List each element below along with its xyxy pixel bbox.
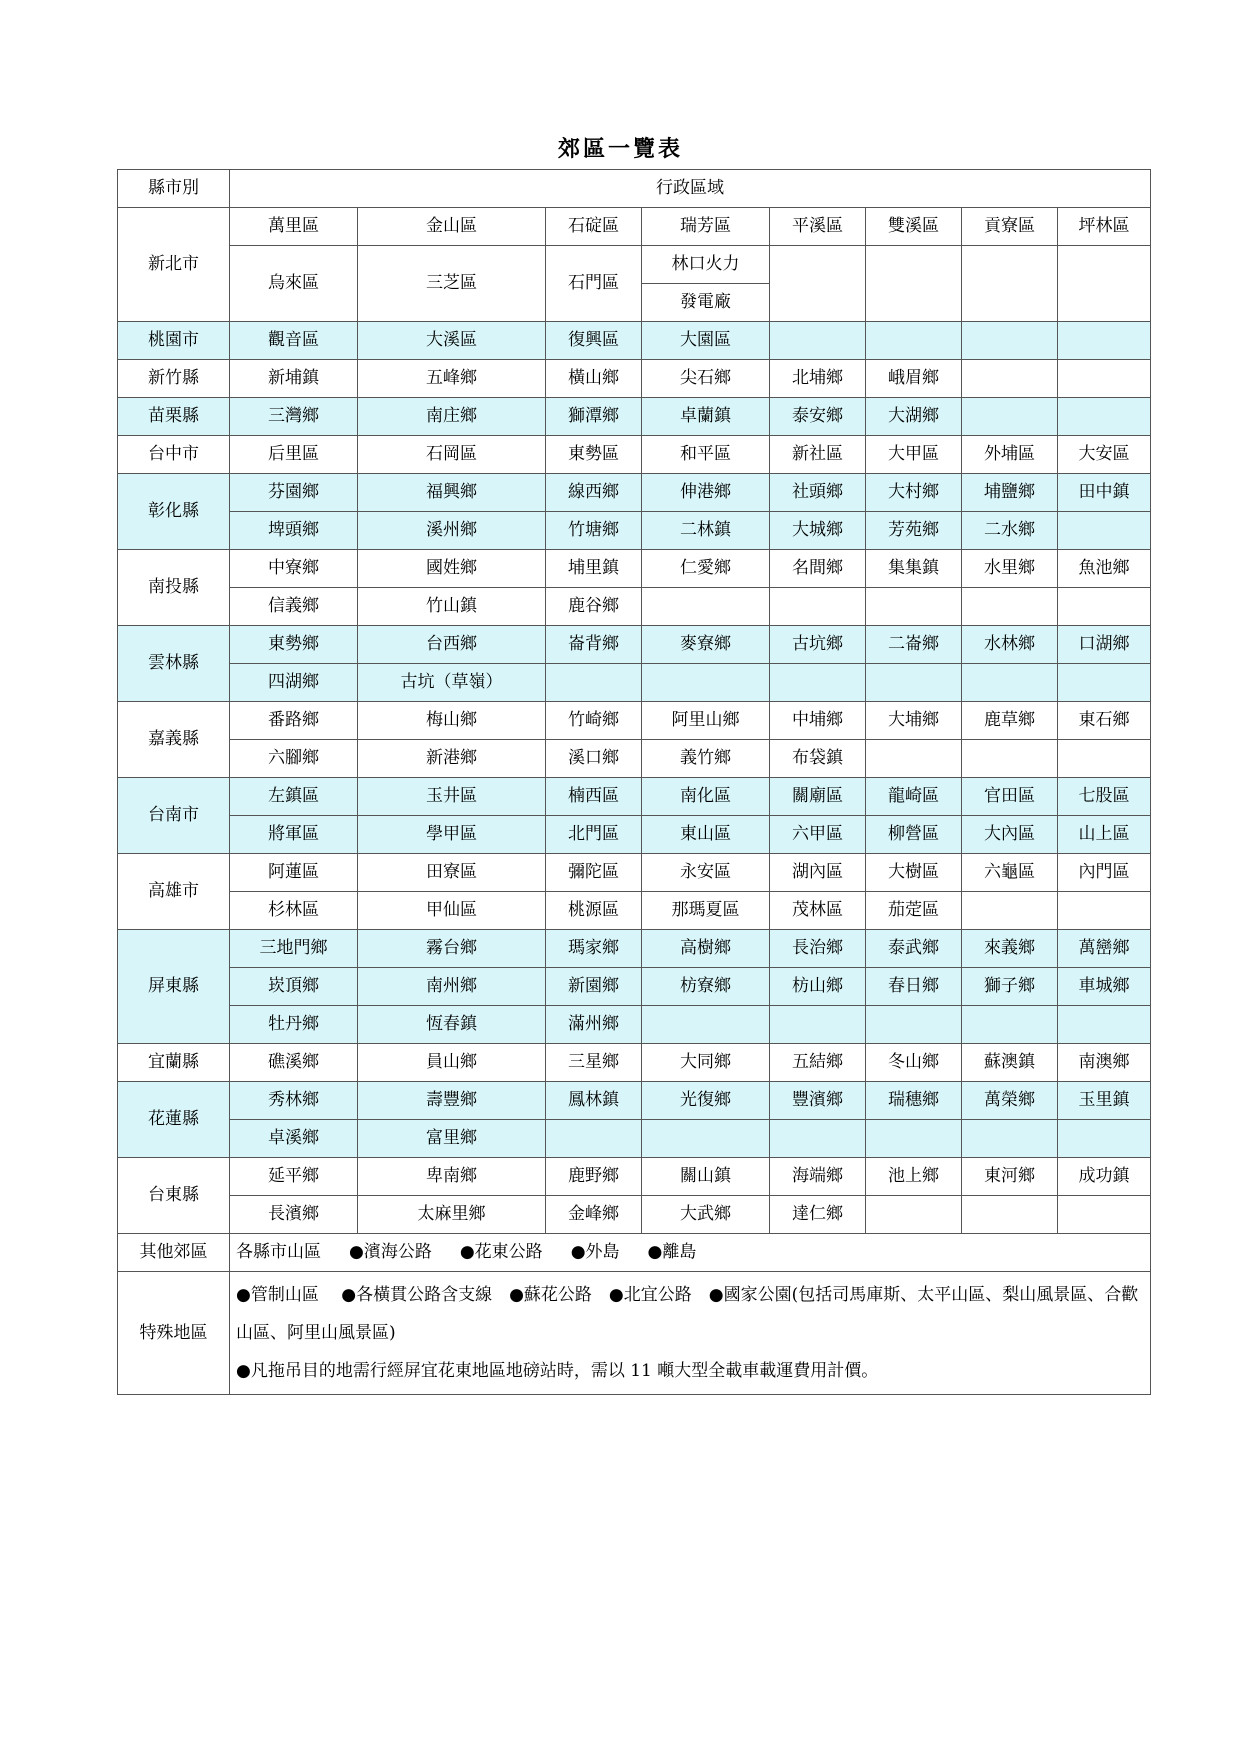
table-row [118, 474, 1151, 512]
district-cell: 南州鄉 [358, 968, 546, 1006]
district-cell: 阿蓮區 [230, 854, 358, 892]
district-cell: 竹山鎮 [358, 588, 546, 626]
district-cell: 彌陀區 [546, 854, 642, 892]
district-cell: 線西鄉 [546, 474, 642, 512]
district-cell [866, 1120, 962, 1158]
district-cell [546, 664, 642, 702]
district-cell: 卓溪鄉 [230, 1120, 358, 1158]
table-row [118, 1006, 1151, 1044]
district-cell: 新園鄉 [546, 968, 642, 1006]
district-cell: 麥寮鄉 [642, 626, 770, 664]
district-cell [1058, 246, 1151, 322]
district-cell [866, 322, 962, 360]
table-body [118, 170, 1151, 1395]
district-cell: 瑞穗鄉 [866, 1082, 962, 1120]
district-cell: 萬榮鄉 [962, 1082, 1058, 1120]
table-row [118, 664, 1151, 702]
district-cell: 大同鄉 [642, 1044, 770, 1082]
district-cell: 那瑪夏區 [642, 892, 770, 930]
district-cell: 五結鄉 [770, 1044, 866, 1082]
district-cell: 六腳鄉 [230, 740, 358, 778]
district-cell: 橫山鄉 [546, 360, 642, 398]
county-name: 嘉義縣 [118, 702, 230, 778]
district-cell: 后里區 [230, 436, 358, 474]
other-item: ●外島 [570, 1242, 620, 1263]
district-cell: 恆春鎮 [358, 1006, 546, 1044]
district-cell: 坪林區 [1058, 208, 1151, 246]
district-cell: 長濱鄉 [230, 1196, 358, 1234]
district-cell: 高樹鄉 [642, 930, 770, 968]
table-row [118, 626, 1151, 664]
district-cell: 南化區 [642, 778, 770, 816]
county-name: 花蓮縣 [118, 1082, 230, 1158]
district-cell: 梅山鄉 [358, 702, 546, 740]
district-cell: 外埔區 [962, 436, 1058, 474]
county-name: 台東縣 [118, 1158, 230, 1234]
district-cell: 中寮鄉 [230, 550, 358, 588]
district-cell [642, 588, 770, 626]
district-cell: 芳苑鄉 [866, 512, 962, 550]
district-cell: 大甲區 [866, 436, 962, 474]
district-cell: 布袋鎮 [770, 740, 866, 778]
district-cell: 甲仙區 [358, 892, 546, 930]
district-cell: 名間鄉 [770, 550, 866, 588]
table-row [118, 930, 1151, 968]
district-cell: 關山鎮 [642, 1158, 770, 1196]
district-cell [1058, 1120, 1151, 1158]
district-cell: 鹿谷鄉 [546, 588, 642, 626]
district-cell: 仁愛鄉 [642, 550, 770, 588]
district-cell: 延平鄉 [230, 1158, 358, 1196]
district-cell: 金山區 [358, 208, 546, 246]
district-cell: 二崙鄉 [866, 626, 962, 664]
district-cell: 溪口鄉 [546, 740, 642, 778]
district-cell: 復興區 [546, 322, 642, 360]
district-cell: 大樹區 [866, 854, 962, 892]
district-cell: 新埔鎮 [230, 360, 358, 398]
district-cell [866, 664, 962, 702]
district-cell: 貢寮區 [962, 208, 1058, 246]
district-cell: 萬巒鄉 [1058, 930, 1151, 968]
district-cell: 東石鄉 [1058, 702, 1151, 740]
district-cell: 大湖鄉 [866, 398, 962, 436]
district-cell [866, 1006, 962, 1044]
district-cell: 四湖鄉 [230, 664, 358, 702]
district-cell: 烏來區 [230, 246, 358, 322]
district-cell [1058, 1196, 1151, 1234]
district-cell: 觀音區 [230, 322, 358, 360]
district-cell [1058, 740, 1151, 778]
district-cell [770, 588, 866, 626]
district-cell: 東山區 [642, 816, 770, 854]
district-cell: 獅潭鄉 [546, 398, 642, 436]
district-cell: 林口火力 [642, 246, 770, 284]
district-cell: 魚池鄉 [1058, 550, 1151, 588]
district-cell: 六甲區 [770, 816, 866, 854]
district-cell: 泰武鄉 [866, 930, 962, 968]
district-cell: 大村鄉 [866, 474, 962, 512]
district-cell [1058, 360, 1151, 398]
district-cell: 水林鄉 [962, 626, 1058, 664]
district-cell: 卓蘭鎮 [642, 398, 770, 436]
table-row [118, 1120, 1151, 1158]
district-cell: 埔鹽鄉 [962, 474, 1058, 512]
special-line-2: ●凡拖吊目的地需行經屏宜花東地區地磅站時，需以 11 噸大型全載車載運費用計價。 [236, 1361, 879, 1381]
district-cell: 發電廠 [642, 284, 770, 322]
district-cell: 口湖鄉 [1058, 626, 1151, 664]
district-cell: 崁頂鄉 [230, 968, 358, 1006]
county-name: 宜蘭縣 [118, 1044, 230, 1082]
district-cell [962, 1006, 1058, 1044]
district-cell: 和平區 [642, 436, 770, 474]
district-cell: 古坑（草嶺） [358, 664, 546, 702]
table-row [118, 588, 1151, 626]
district-cell: 大城鄉 [770, 512, 866, 550]
district-cell: 北門區 [546, 816, 642, 854]
table-row [118, 398, 1151, 436]
district-cell: 二林鎮 [642, 512, 770, 550]
district-cell: 鳳林鎮 [546, 1082, 642, 1120]
district-cell: 二水鄉 [962, 512, 1058, 550]
district-cell [770, 322, 866, 360]
table-row [118, 968, 1151, 1006]
district-cell: 學甲區 [358, 816, 546, 854]
district-cell: 太麻里鄉 [358, 1196, 546, 1234]
district-cell: 冬山鄉 [866, 1044, 962, 1082]
district-cell: 大內區 [962, 816, 1058, 854]
district-cell: 大武鄉 [642, 1196, 770, 1234]
district-cell [1058, 322, 1151, 360]
district-cell: 番路鄉 [230, 702, 358, 740]
district-cell: 三地門鄉 [230, 930, 358, 968]
district-cell [962, 322, 1058, 360]
district-cell: 滿州鄉 [546, 1006, 642, 1044]
district-cell: 芬園鄉 [230, 474, 358, 512]
district-cell: 鹿草鄉 [962, 702, 1058, 740]
district-cell: 大安區 [1058, 436, 1151, 474]
header-county: 縣市別 [118, 170, 230, 208]
district-cell: 枋山鄉 [770, 968, 866, 1006]
district-cell: 大埔鄉 [866, 702, 962, 740]
district-cell: 瑞芳區 [642, 208, 770, 246]
other-item: ●離島 [647, 1242, 697, 1263]
district-cell: 七股區 [1058, 778, 1151, 816]
table-row [118, 702, 1151, 740]
district-cell: 竹塘鄉 [546, 512, 642, 550]
table-row [118, 778, 1151, 816]
district-cell: 平溪區 [770, 208, 866, 246]
district-cell [962, 246, 1058, 322]
district-cell: 雙溪區 [866, 208, 962, 246]
district-cell: 伸港鄉 [642, 474, 770, 512]
district-cell: 官田區 [962, 778, 1058, 816]
district-cell: 礁溪鄉 [230, 1044, 358, 1082]
district-cell: 石岡區 [358, 436, 546, 474]
district-cell: 杉林區 [230, 892, 358, 930]
district-cell: 秀林鄉 [230, 1082, 358, 1120]
district-cell [1058, 588, 1151, 626]
district-cell: 湖內區 [770, 854, 866, 892]
district-cell [1058, 398, 1151, 436]
district-cell: 峨眉鄉 [866, 360, 962, 398]
table-row [118, 360, 1151, 398]
county-name: 南投縣 [118, 550, 230, 626]
district-cell: 竹崎鄉 [546, 702, 642, 740]
special-label: 特殊地區 [118, 1272, 230, 1395]
district-cell [642, 1120, 770, 1158]
district-cell: 社頭鄉 [770, 474, 866, 512]
table-row [118, 550, 1151, 588]
district-cell: 埤頭鄉 [230, 512, 358, 550]
district-cell [770, 1120, 866, 1158]
district-cell: 瑪家鄉 [546, 930, 642, 968]
district-cell: 枋寮鄉 [642, 968, 770, 1006]
district-cell: 玉井區 [358, 778, 546, 816]
district-cell [866, 1196, 962, 1234]
county-name: 高雄市 [118, 854, 230, 930]
district-cell: 新社區 [770, 436, 866, 474]
district-cell: 左鎮區 [230, 778, 358, 816]
table-row [118, 208, 1151, 246]
district-cell: 石碇區 [546, 208, 642, 246]
table-row [118, 322, 1151, 360]
district-cell [866, 740, 962, 778]
district-cell [962, 360, 1058, 398]
district-cell [1058, 1006, 1151, 1044]
table-row [118, 816, 1151, 854]
table-row [118, 892, 1151, 930]
district-cell: 三星鄉 [546, 1044, 642, 1082]
county-name: 彰化縣 [118, 474, 230, 550]
district-cell: 茂林區 [770, 892, 866, 930]
district-cell [962, 1120, 1058, 1158]
county-name: 雲林縣 [118, 626, 230, 702]
suburb-table [117, 169, 1151, 1395]
district-cell: 池上鄉 [866, 1158, 962, 1196]
district-cell: 楠西區 [546, 778, 642, 816]
other-content [230, 1234, 1151, 1272]
county-name: 新竹縣 [118, 360, 230, 398]
district-cell [770, 1006, 866, 1044]
table-row [118, 512, 1151, 550]
district-cell: 大園區 [642, 322, 770, 360]
table-row [118, 740, 1151, 778]
district-cell: 尖石鄉 [642, 360, 770, 398]
district-cell: 海端鄉 [770, 1158, 866, 1196]
district-cell [962, 740, 1058, 778]
district-cell: 牡丹鄉 [230, 1006, 358, 1044]
district-cell: 金峰鄉 [546, 1196, 642, 1234]
district-cell: 茄萣區 [866, 892, 962, 930]
district-cell: 東河鄉 [962, 1158, 1058, 1196]
district-cell: 國姓鄉 [358, 550, 546, 588]
district-cell [1058, 892, 1151, 930]
district-cell: 福興鄉 [358, 474, 546, 512]
district-cell [866, 588, 962, 626]
special-row [118, 1272, 1151, 1395]
district-cell [770, 246, 866, 322]
district-cell: 新港鄉 [358, 740, 546, 778]
district-cell: 五峰鄉 [358, 360, 546, 398]
district-cell: 東勢區 [546, 436, 642, 474]
district-cell: 南澳鄉 [1058, 1044, 1151, 1082]
district-cell: 長治鄉 [770, 930, 866, 968]
other-label: 其他郊區 [118, 1234, 230, 1272]
district-cell [962, 398, 1058, 436]
district-cell: 三灣鄉 [230, 398, 358, 436]
district-cell: 埔里鎮 [546, 550, 642, 588]
district-cell: 龍崎區 [866, 778, 962, 816]
district-cell: 春日鄉 [866, 968, 962, 1006]
district-cell: 六龜區 [962, 854, 1058, 892]
county-name: 屏東縣 [118, 930, 230, 1044]
county-name: 台中市 [118, 436, 230, 474]
district-cell: 義竹鄉 [642, 740, 770, 778]
district-cell: 田寮區 [358, 854, 546, 892]
district-cell [642, 664, 770, 702]
district-cell: 崙背鄉 [546, 626, 642, 664]
district-cell: 三芝區 [358, 246, 546, 322]
district-cell: 車城鄉 [1058, 968, 1151, 1006]
table-row [118, 1196, 1151, 1234]
header-row [118, 170, 1151, 208]
district-cell: 玉里鎮 [1058, 1082, 1151, 1120]
district-cell: 大溪區 [358, 322, 546, 360]
district-cell: 集集鎮 [866, 550, 962, 588]
district-cell: 豐濱鄉 [770, 1082, 866, 1120]
district-cell: 內門區 [1058, 854, 1151, 892]
district-cell [642, 1006, 770, 1044]
special-line-1: ●管制山區 ●各橫貫公路含支線 ●蘇花公路 ●北宜公路 ●國家公園(包括司馬庫斯、太平山區、梨山風景區、合歡山區、阿里山風景區) [236, 1285, 1139, 1343]
district-cell: 台西鄉 [358, 626, 546, 664]
table-row [118, 1158, 1151, 1196]
district-cell: 北埔鄉 [770, 360, 866, 398]
district-cell: 萬里區 [230, 208, 358, 246]
district-cell: 柳營區 [866, 816, 962, 854]
district-cell: 古坑鄉 [770, 626, 866, 664]
district-cell: 卑南鄉 [358, 1158, 546, 1196]
district-cell [546, 1120, 642, 1158]
district-cell [1058, 664, 1151, 702]
district-cell: 來義鄉 [962, 930, 1058, 968]
special-content [230, 1272, 1151, 1395]
other-item: ●濱海公路 [349, 1242, 432, 1263]
district-cell: 南庄鄉 [358, 398, 546, 436]
district-cell [962, 1196, 1058, 1234]
district-cell: 壽豐鄉 [358, 1082, 546, 1120]
district-cell: 溪州鄉 [358, 512, 546, 550]
district-cell: 蘇澳鎮 [962, 1044, 1058, 1082]
table-row [118, 436, 1151, 474]
district-cell: 田中鎮 [1058, 474, 1151, 512]
district-cell: 光復鄉 [642, 1082, 770, 1120]
district-cell: 石門區 [546, 246, 642, 322]
table-row [118, 1044, 1151, 1082]
county-name: 苗栗縣 [118, 398, 230, 436]
district-cell [770, 664, 866, 702]
district-cell: 阿里山鄉 [642, 702, 770, 740]
table-row [118, 854, 1151, 892]
county-name: 桃園市 [118, 322, 230, 360]
district-cell: 東勢鄉 [230, 626, 358, 664]
district-cell: 將軍區 [230, 816, 358, 854]
district-cell: 關廟區 [770, 778, 866, 816]
district-cell: 中埔鄉 [770, 702, 866, 740]
district-cell: 泰安鄉 [770, 398, 866, 436]
district-cell: 達仁鄉 [770, 1196, 866, 1234]
table-row [118, 246, 1151, 284]
page-title: 郊區一覽表 [557, 136, 683, 162]
district-cell [1058, 512, 1151, 550]
county-name: 台南市 [118, 778, 230, 854]
district-cell: 永安區 [642, 854, 770, 892]
district-cell: 山上區 [1058, 816, 1151, 854]
district-cell [962, 588, 1058, 626]
district-cell: 成功鎮 [1058, 1158, 1151, 1196]
district-cell: 員山鄉 [358, 1044, 546, 1082]
table-row [118, 1082, 1151, 1120]
county-name: 新北市 [118, 208, 230, 322]
district-cell: 鹿野鄉 [546, 1158, 642, 1196]
district-cell: 信義鄉 [230, 588, 358, 626]
other-row [118, 1234, 1151, 1272]
header-area: 行政區域 [230, 170, 1151, 208]
other-item: 各縣市山區 [236, 1242, 321, 1263]
district-cell [962, 892, 1058, 930]
district-cell [962, 664, 1058, 702]
district-cell: 富里鄉 [358, 1120, 546, 1158]
district-cell: 水里鄉 [962, 550, 1058, 588]
district-cell: 桃源區 [546, 892, 642, 930]
district-cell: 霧台鄉 [358, 930, 546, 968]
district-cell [866, 246, 962, 322]
other-item: ●花東公路 [459, 1242, 543, 1263]
district-cell: 獅子鄉 [962, 968, 1058, 1006]
